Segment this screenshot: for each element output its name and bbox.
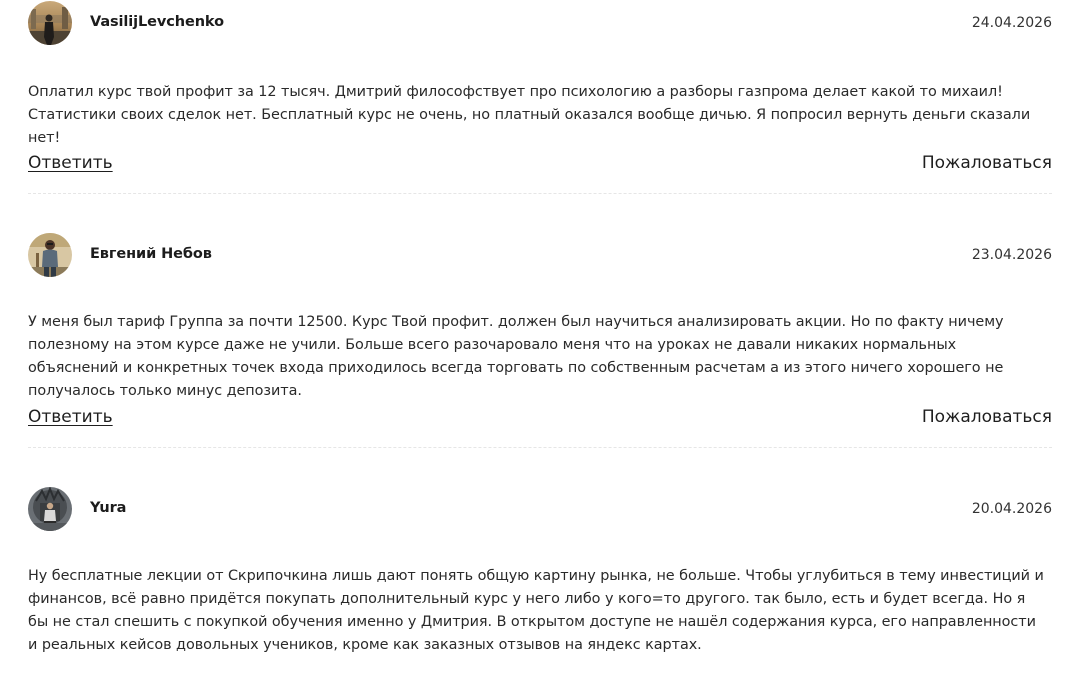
comment-date: 20.04.2026 (971, 501, 1052, 517)
comment-actions (28, 407, 1052, 431)
reply-link[interactable]: Ответить (28, 407, 113, 427)
comment-actions (28, 153, 1052, 177)
comment-date: 23.04.2026 (971, 247, 1052, 263)
comment-item (28, 233, 1052, 427)
comment-date: 24.04.2026 (971, 15, 1052, 31)
comment-item (28, 487, 1052, 653)
comment-author: Yura (90, 500, 127, 516)
comment-text: Оплатил курс твой профит за 12 тысяч. Дмитрий философствует про психологию а разборы газпрома делает какой то михаил! Статистики своих сделок нет. Бесплатный курс не очень, но платный оказался вообще дичью. Я попросил вернуть деньги сказали нет! (28, 84, 1031, 146)
user-photo-avatar-icon[interactable] (28, 233, 72, 277)
comment-author: VasilijLevchenko (90, 14, 224, 30)
user-photo-avatar-icon[interactable] (28, 487, 72, 531)
comment-divider (28, 193, 1052, 194)
comment-author: Евгений Небов (90, 246, 212, 262)
comment-item (28, 1, 1052, 173)
comment-header (28, 1, 1052, 49)
comment-header (28, 487, 1052, 535)
report-link[interactable]: Пожаловаться (921, 153, 1052, 173)
user-photo-avatar-icon[interactable] (28, 1, 72, 45)
reply-link[interactable]: Ответить (28, 153, 113, 173)
comment-text: Ну бесплатные лекции от Скрипочкина лишь дают понять общую картину рынка, не больше. Чтобы углубиться в тему инвестиций и финансов, всё равно придётся покупать дополнительный курс у него либо у кого=то другого. так было, есть и будет всегда. Но я бы не стал спешить с покупкой обучения именно у Дмитрия. В открытом доступе не нашёл содержания курса, его направленности и реальных кейсов довольных учеников, кроме как заказных отзывов на яндекс картах. (28, 568, 1044, 653)
comment-text: У меня был тариф Группа за почти 12500. Курс Твой профит. должен был научиться анализировать акции. Но по факту ничему полезному на этом курсе даже не учили. Больше всего разочаровало меня что на уроках не давали никаких нормальных объяснений и конкретных точек входа приходилось всегда торговать по собственным расчетам а из этого ничего хорошего не получалось только минус депозита. (28, 314, 1004, 399)
report-link[interactable]: Пожаловаться (921, 407, 1052, 427)
comment-divider (28, 447, 1052, 448)
comment-header (28, 233, 1052, 281)
